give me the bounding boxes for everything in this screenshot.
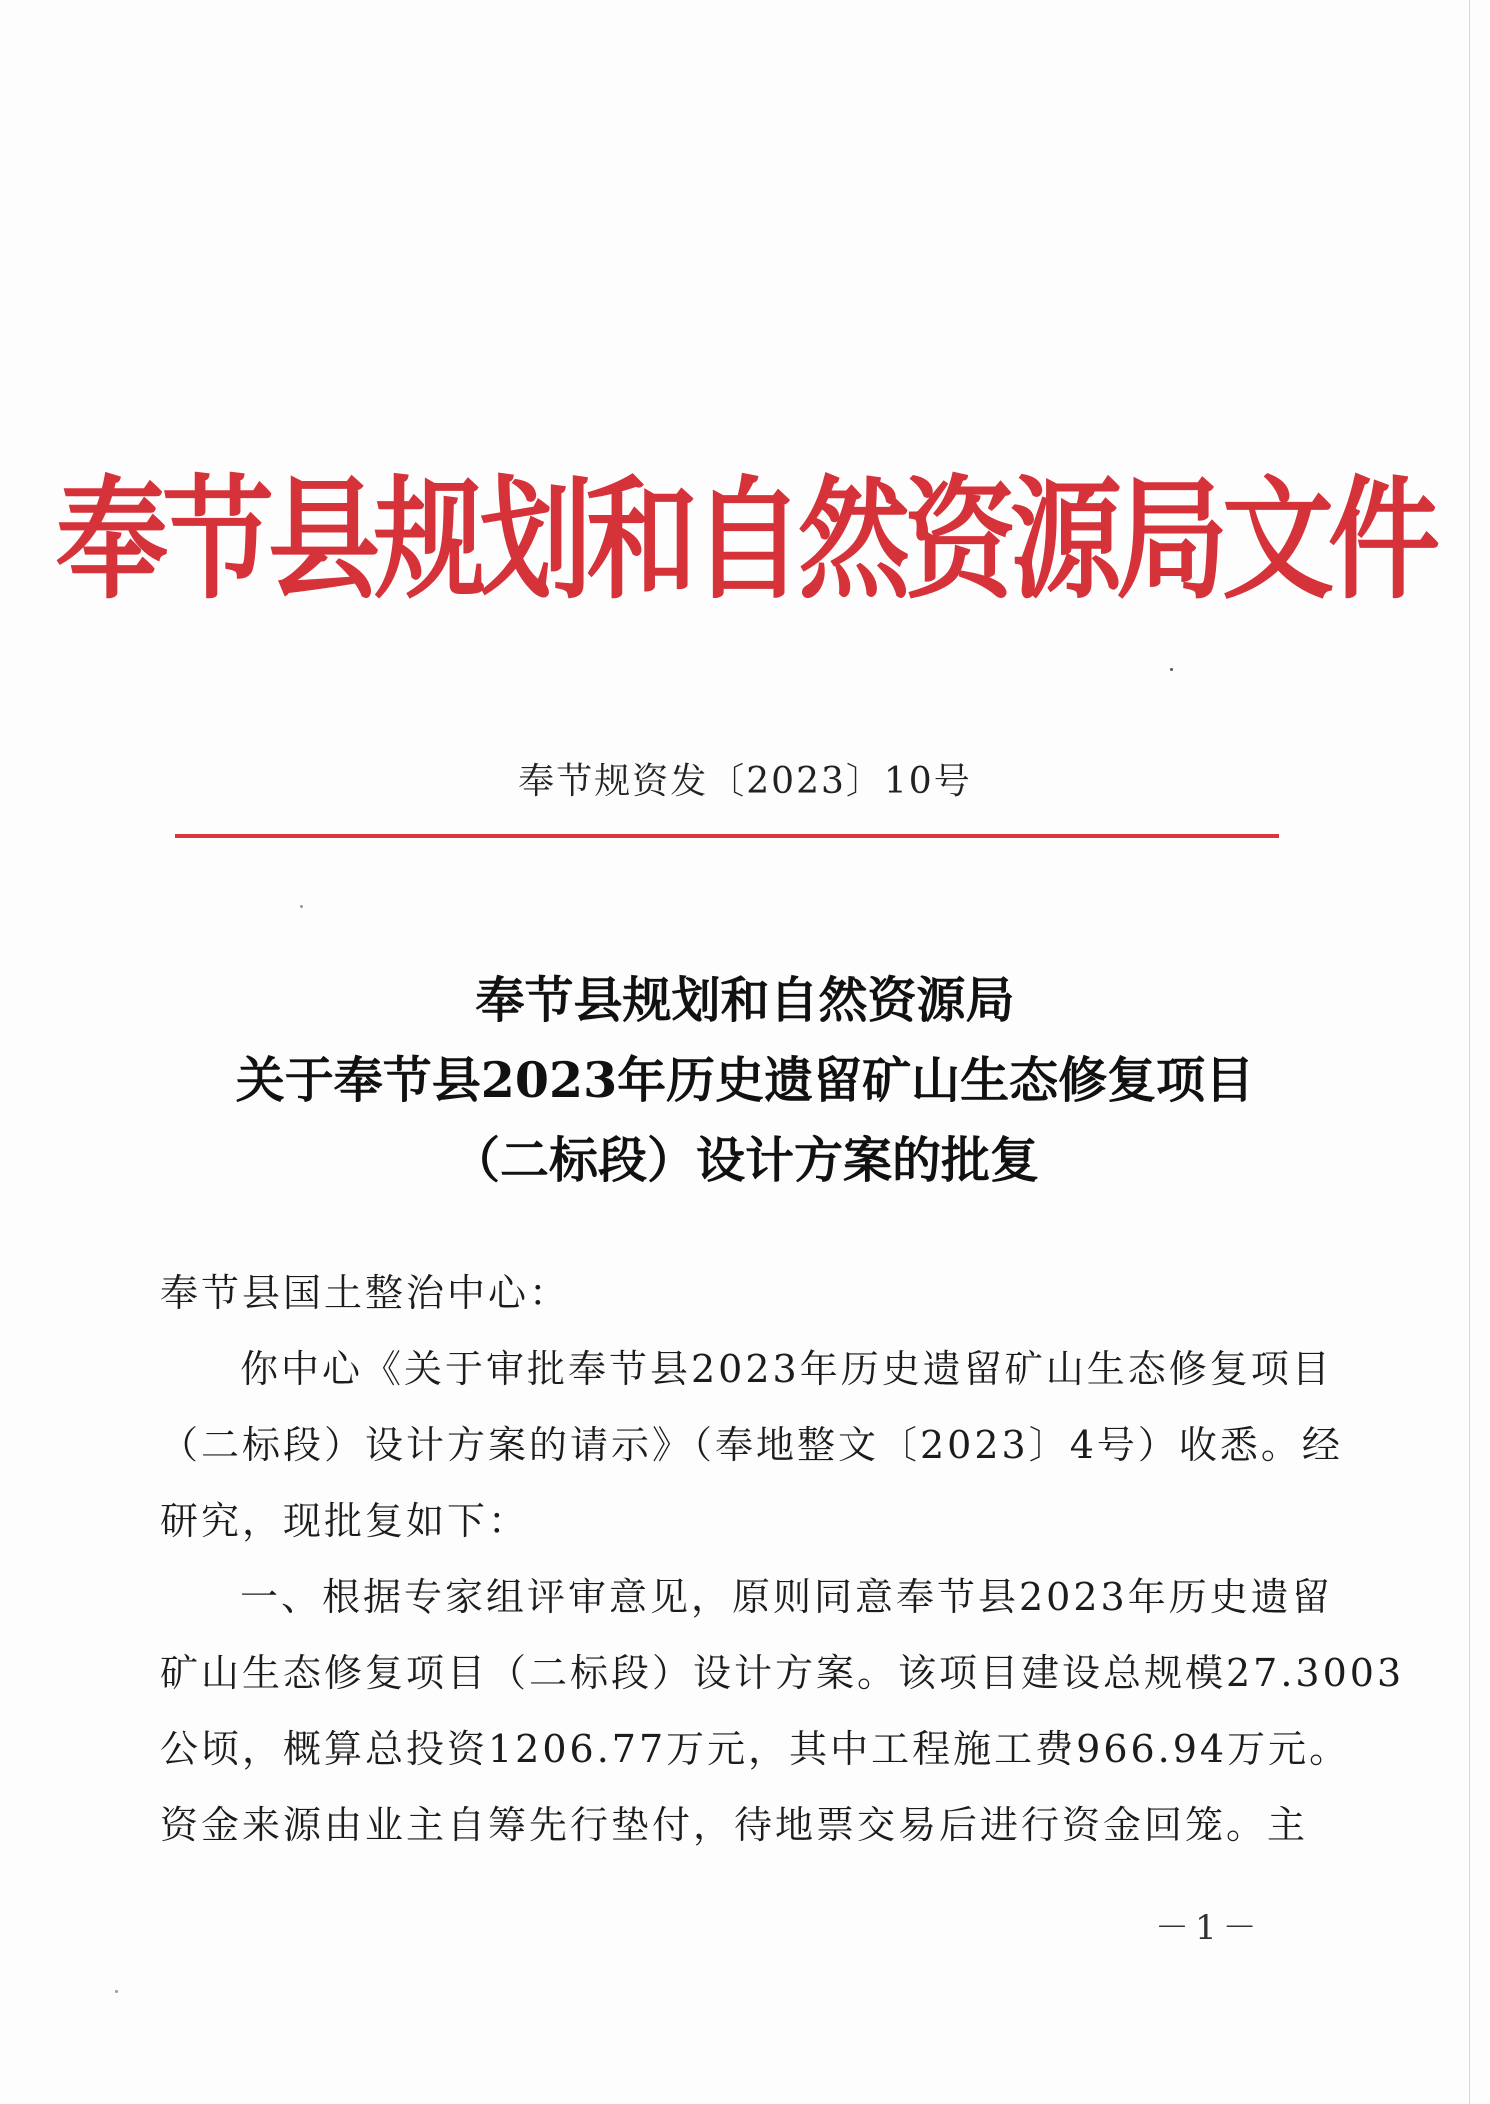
issuing-authority-header: 奉节县规划和自然资源局文件	[56, 464, 1434, 618]
subject-line-3: （二标段）设计方案的批复	[450, 1131, 1039, 1189]
scan-speck	[115, 1990, 118, 1993]
body-line: 公顷，概算总投资1206.77万元，其中工程施工费966.94万元。	[160, 1727, 1351, 1771]
body-line: 你中心《关于审批奉节县2023年历史遗留矿山生态修复项目	[240, 1347, 1333, 1391]
page-number: －1－	[1155, 1908, 1263, 1948]
body-line: （二标段）设计方案的请示》（奉地整文〔2023〕4号）收悉。经	[160, 1423, 1343, 1467]
scan-speck	[300, 905, 303, 908]
body-line: 研究，现批复如下：	[160, 1499, 530, 1543]
document-number: 奉节规资发〔2023〕10号	[518, 761, 972, 802]
body-line: 资金来源由业主自筹先行垫付，待地票交易后进行资金回笼。主	[160, 1803, 1309, 1847]
scan-speck	[1170, 668, 1173, 671]
red-separator-line	[175, 834, 1279, 838]
subject-line-1: 奉节县规划和自然资源局	[475, 971, 1015, 1029]
subject-line-2: 关于奉节县2023年历史遗留矿山生态修复项目	[235, 1051, 1255, 1109]
body-line: 一、根据专家组评审意见，原则同意奉节县2023年历史遗留	[240, 1575, 1333, 1619]
document-subject	[0, 960, 1490, 1200]
salutation: 奉节县国土整治中心：	[160, 1271, 571, 1315]
body-line: 矿山生态修复项目（二标段）设计方案。该项目建设总规模27.3003	[160, 1651, 1405, 1695]
